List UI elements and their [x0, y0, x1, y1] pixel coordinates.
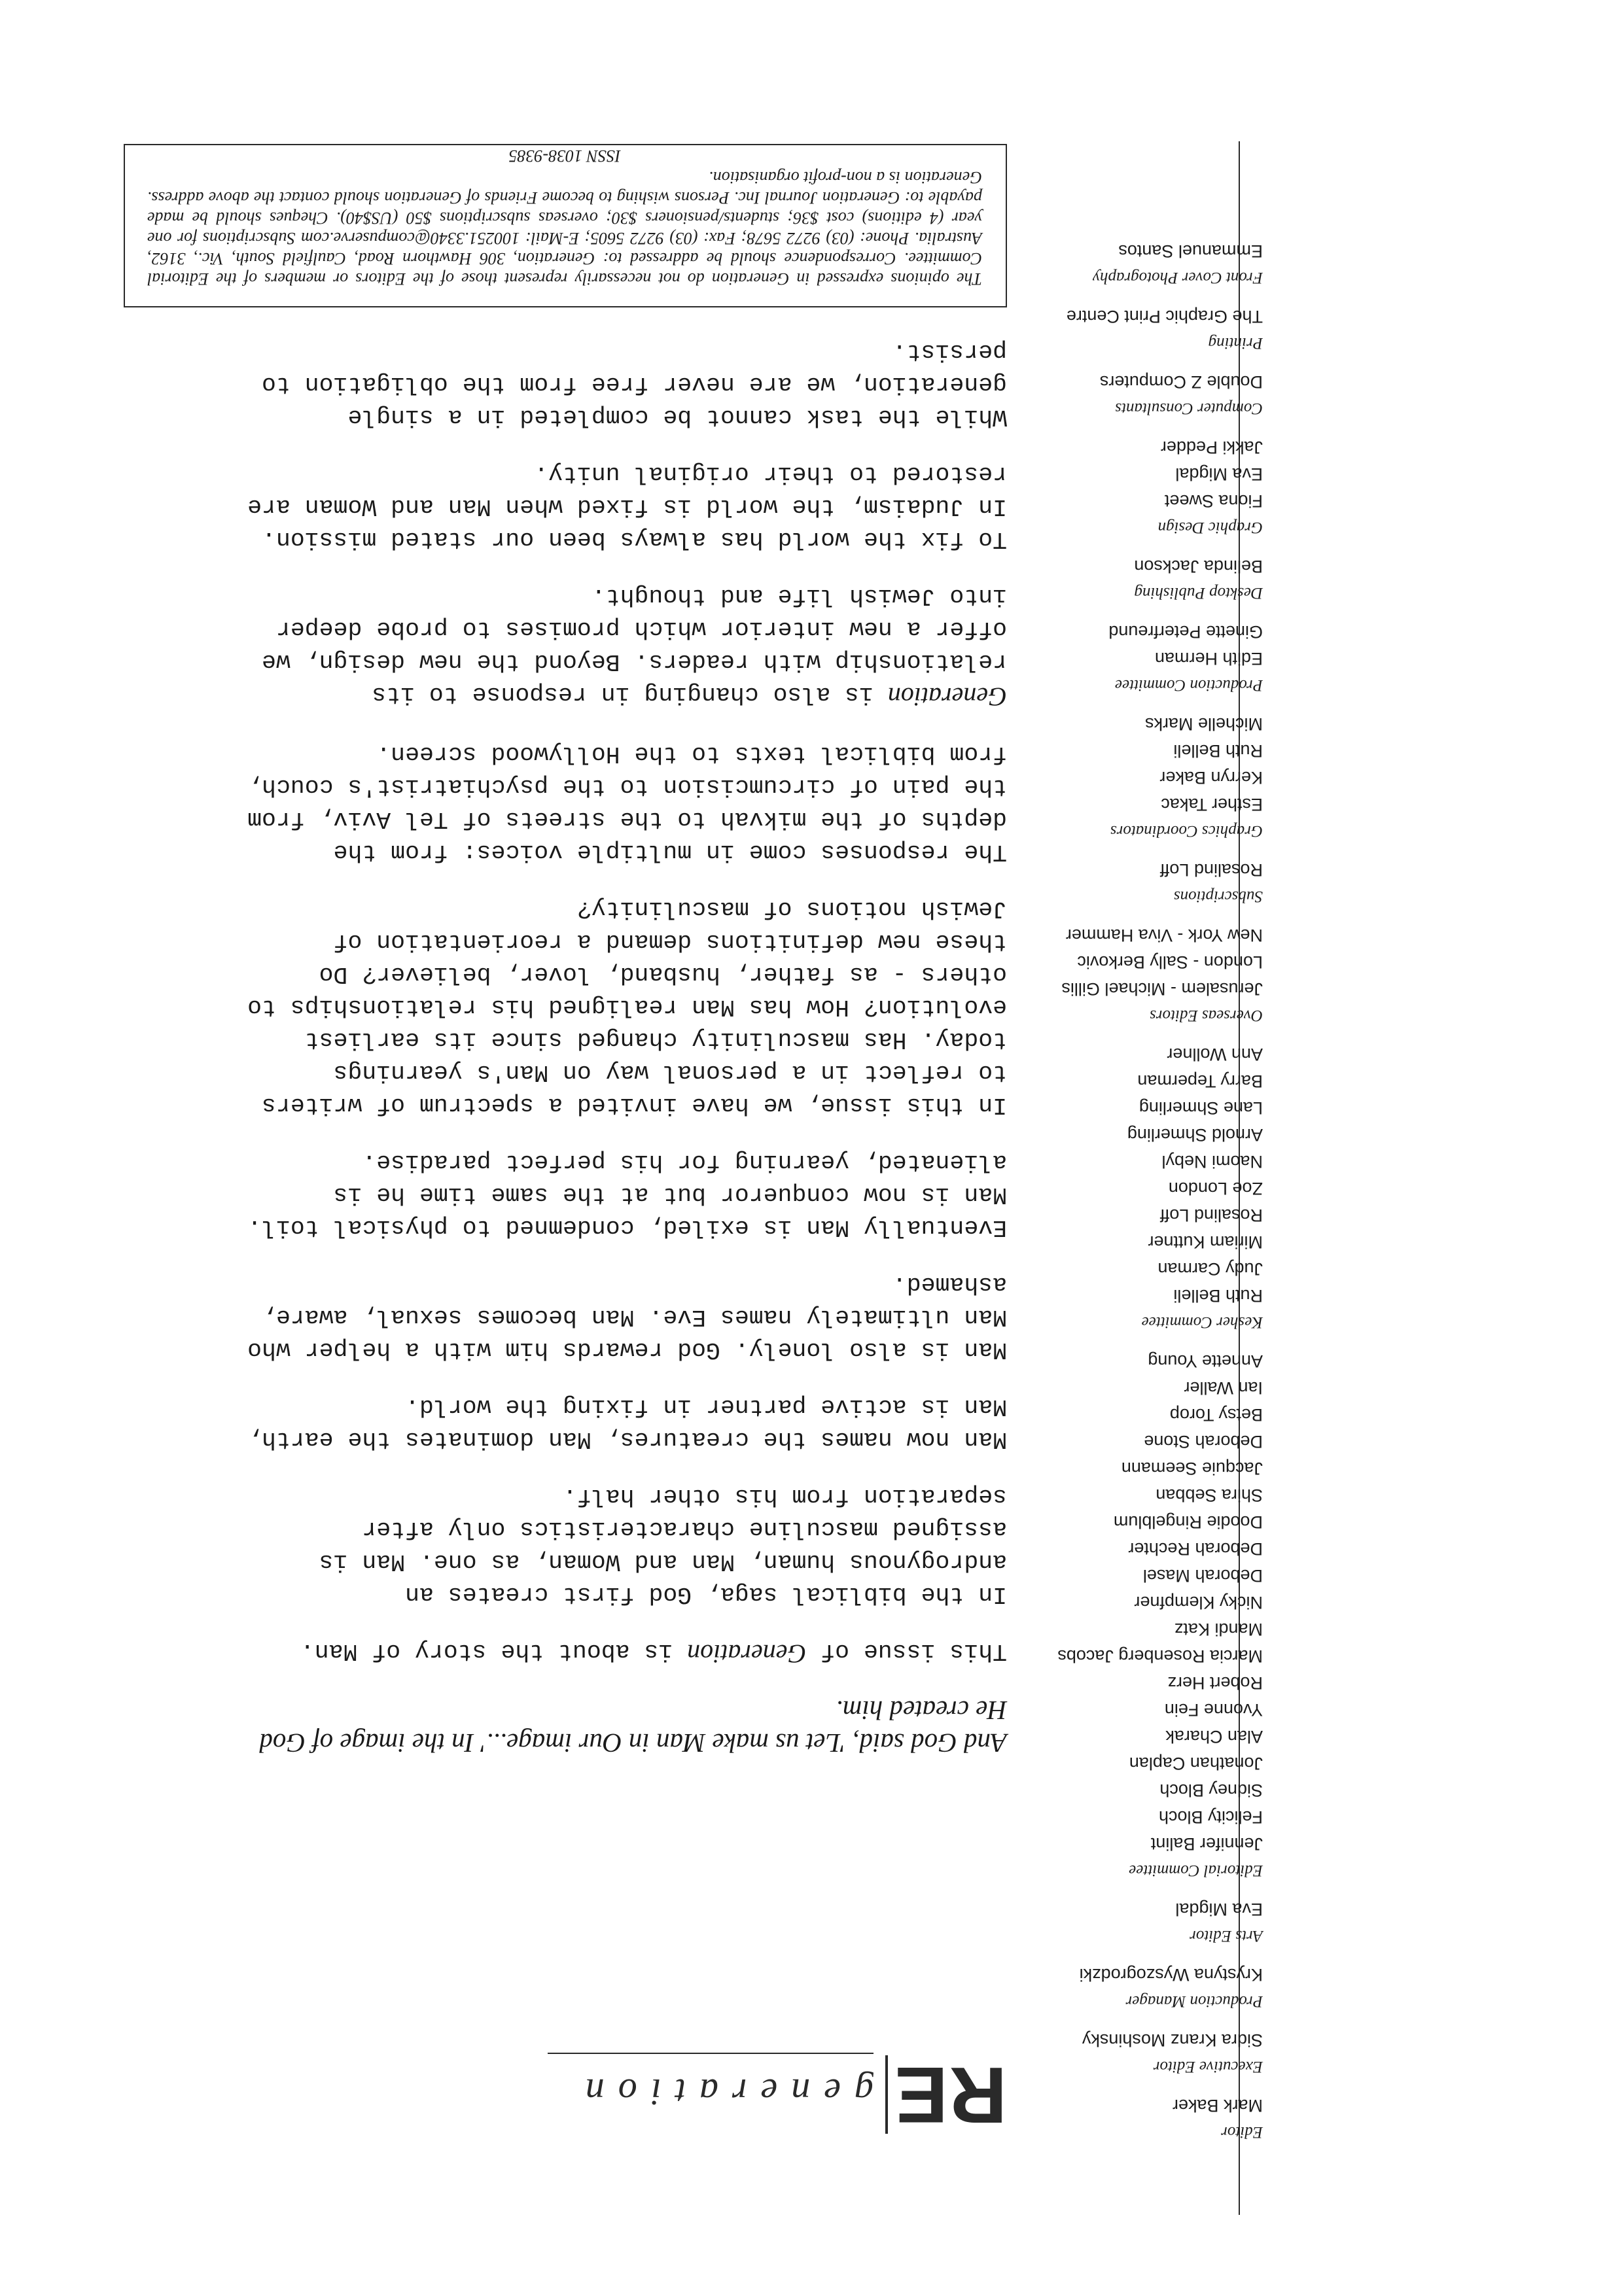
credit-name: Jennifer Balint — [1150, 1834, 1263, 1854]
credit-name: Barry Teperman — [1137, 1071, 1263, 1091]
credit-name: Felicity Bloch — [1158, 1807, 1263, 1827]
credit-role: Subscriptions — [1173, 888, 1263, 905]
credit-role: Production Manager — [1125, 1992, 1263, 2010]
credit-role: Graphic Design — [1157, 519, 1263, 536]
credit-name: Mark Baker — [1172, 2096, 1263, 2115]
editorial-paragraph: To fix the world has always been our stated mission. In Judaism, the world is fixed when Man and Woman are restored to their original unity. — [247, 461, 1007, 553]
credit-role: Front Cover Photography — [1092, 269, 1263, 287]
credit-role: Desktop Publishing — [1134, 584, 1263, 602]
credit-name: Ian Waller — [1184, 1378, 1263, 1398]
journal-title: Generation — [887, 682, 1007, 712]
credit-name: Deborah Rechter — [1128, 1539, 1263, 1559]
credit-name: Judy Carman — [1157, 1259, 1263, 1279]
credit-name: Betsy Torop — [1169, 1405, 1263, 1425]
logo — [510, 2008, 1007, 2139]
credit-role: Arts Editor — [1190, 1927, 1263, 1945]
editorial-paragraph: In the biblical saga, God first creates an androgynous human, Man and Woman, as one. Man is assigned masculine characteristics only after separation from his other half. — [319, 1483, 1007, 1608]
credit-name: Alan Charak — [1165, 1727, 1263, 1747]
credit-name: Emmanuel Santos — [1118, 241, 1263, 261]
credit-name: Jonathan Caplan — [1129, 1754, 1263, 1773]
credit-name: Deborah Masel — [1142, 1566, 1263, 1586]
editorial-paragraph — [235, 580, 1007, 713]
editorial-paragraph: Man now names the creatures, Man dominates the earth, Man is active partner in fixing the world. — [247, 1393, 1007, 1453]
credit-name: Edith Herman — [1154, 649, 1263, 669]
credit-name: Robert Herz — [1167, 1673, 1263, 1693]
credit-name: Marcia Rosenberg Jacobs — [1057, 1646, 1263, 1666]
credit-name: Krystyna Wyszogrodzki — [1079, 1965, 1263, 1985]
credit-name: Kerryn Baker — [1159, 768, 1263, 788]
logo-divider — [885, 2055, 888, 2134]
credit-name: Jacquie Seemann — [1121, 1459, 1263, 1478]
credit-name: Double Z Computers — [1099, 372, 1263, 392]
credit-name: The Graphic Print Centre — [1066, 307, 1263, 326]
credit-name: Ruth Belleli — [1173, 1286, 1263, 1306]
credit-role: Production Committee — [1114, 676, 1263, 694]
editorial-paragraph: In this issue, we have invited a spectrum of writers to reflect in a personal way on Man's yearnings today. Has masculinity changed since its earliest evolution? How has Man realigned his relationships to others - as father, husband, lover, believer? Do these new definitions demand a reorientation of Jewish notions of masculinity? — [247, 896, 1007, 1119]
editorial-epigraph: And God said, 'Let us make Man in Our image...' In the image of God He created him. — [259, 1696, 1007, 1758]
intro-pre: This issue of — [806, 1638, 1007, 1665]
logo-re-mark: RE — [893, 2051, 1007, 2140]
credit-name: Lane Shmerling — [1139, 1098, 1263, 1118]
credit-role: Kesher Committee — [1141, 1313, 1263, 1331]
credit-name: Shira Sebban — [1156, 1486, 1263, 1505]
credit-role: Editor — [1221, 2123, 1263, 2141]
logo-underline — [548, 2053, 874, 2054]
credit-name: Zoe London — [1168, 1179, 1263, 1198]
credit-name: Jakki Pedder — [1160, 438, 1263, 457]
credit-name: Arnold Shmerling — [1127, 1125, 1263, 1145]
credit-name: Sidra Kranz Moshinsky — [1082, 2030, 1263, 2050]
credit-name: Sidney Bloch — [1159, 1781, 1263, 1800]
credit-role: Computer Consultants — [1115, 400, 1263, 417]
credit-name: Rosalind Loff — [1159, 860, 1263, 880]
editorial-paragraph: The responses come in multiple voices: from the depths of the mikvah to the streets of Tel Aviv, from the pain of circumcision to the psychiatrist's couch, from biblical texts to the Hollywood screen. — [247, 740, 1007, 865]
credit-name: Naomi Nebyl — [1161, 1152, 1263, 1172]
credit-name: Eva Migdal — [1175, 464, 1263, 484]
credit-name: Eva Migdal — [1175, 1900, 1263, 1919]
credit-name: New York - Viva Hammer — [1065, 926, 1263, 945]
credit-role: Printing — [1208, 334, 1263, 352]
credit-name: Rosalind Loff — [1159, 1206, 1263, 1225]
credit-name: Mandi Katz — [1174, 1620, 1263, 1639]
credit-name: London - Sally Berkovic — [1077, 952, 1263, 972]
editorial-intro — [235, 1635, 1007, 1670]
credit-role: Overseas Editors — [1150, 1007, 1263, 1024]
credit-name: Miriam Kuttner — [1148, 1232, 1263, 1252]
credit-role: Executive Editor — [1153, 2058, 1263, 2076]
credit-name: Michelle Marks — [1144, 714, 1263, 734]
credit-name: Annette Young — [1148, 1351, 1263, 1371]
intro-post: is about the story of Man. — [300, 1638, 688, 1665]
credit-role: Graphics Coordinators — [1110, 822, 1263, 840]
credit-name: Esther Takac — [1161, 795, 1263, 814]
credit-name: Jerusalem - Michael Gillis — [1061, 979, 1263, 999]
credit-name: Fiona Sweet — [1164, 491, 1263, 511]
credit-name: Yvonne Fein — [1164, 1700, 1263, 1720]
publication-info-box — [124, 144, 1007, 307]
masthead-credits — [1027, 237, 1263, 2146]
credit-name: Doodie Ringelblum — [1113, 1512, 1263, 1532]
credit-role: Editorial Committee — [1129, 1862, 1263, 1879]
credit-name: Ginette Peterfreund — [1108, 622, 1263, 642]
credit-name: Ruth Belleli — [1173, 741, 1263, 761]
intro-journal-title: Generation — [687, 1639, 807, 1669]
editorial-paragraph: Eventually Man is exiled, condemned to physical toil. Man is now conqueror but at the same time he is alienated, yearning for his perfect paradise. — [247, 1149, 1007, 1241]
editorial-paragraph: Man is also lonely. God rewards him with a helper who Man ultimately names Eve. Man becomes sexual, aware, ashamed. — [247, 1271, 1007, 1363]
paragraph-text: is also changing in response to its relationship with readers. Beyond the new design, we offer a new interior which promises to probe deeper into Jewish life and thought. — [262, 583, 1007, 708]
credit-name: Belinda Jackson — [1134, 557, 1263, 576]
editorial-paragraph: While the task cannot be completed in a single generation, we are never free from the obligation to persist. — [262, 338, 1007, 430]
credit-name: Ann Wollner — [1167, 1045, 1263, 1064]
info-text: The opinions expressed in Generation do not necessarily represent those of the Editors or members of the Editorial Committee. Correspondence should be addressed to: Generation, 306 Hawthorn Road, Caulfield South, Vic., 3162, Australia. Phone: (03) 9272 5678; Fax: (03) 9272 5605; E-Mail: 100251.3340@compuserve.com Subscriptions for one year (4 editions) cost $36; students/pensioners $30; overseas subscriptions $50 (US$40). Cheques should be made payable to: Generation Journal Inc. Persons wishing to become Friends of Generation should contact the above address. Generation is a non-profit organisation. — [147, 168, 982, 288]
credit-name: Deborah Stone — [1144, 1432, 1263, 1452]
logo-wordmark: generation — [571, 2071, 874, 2113]
issn: ISSN 1038-9385 — [508, 147, 621, 165]
credit-name: Nicky Klempfner — [1134, 1593, 1263, 1612]
